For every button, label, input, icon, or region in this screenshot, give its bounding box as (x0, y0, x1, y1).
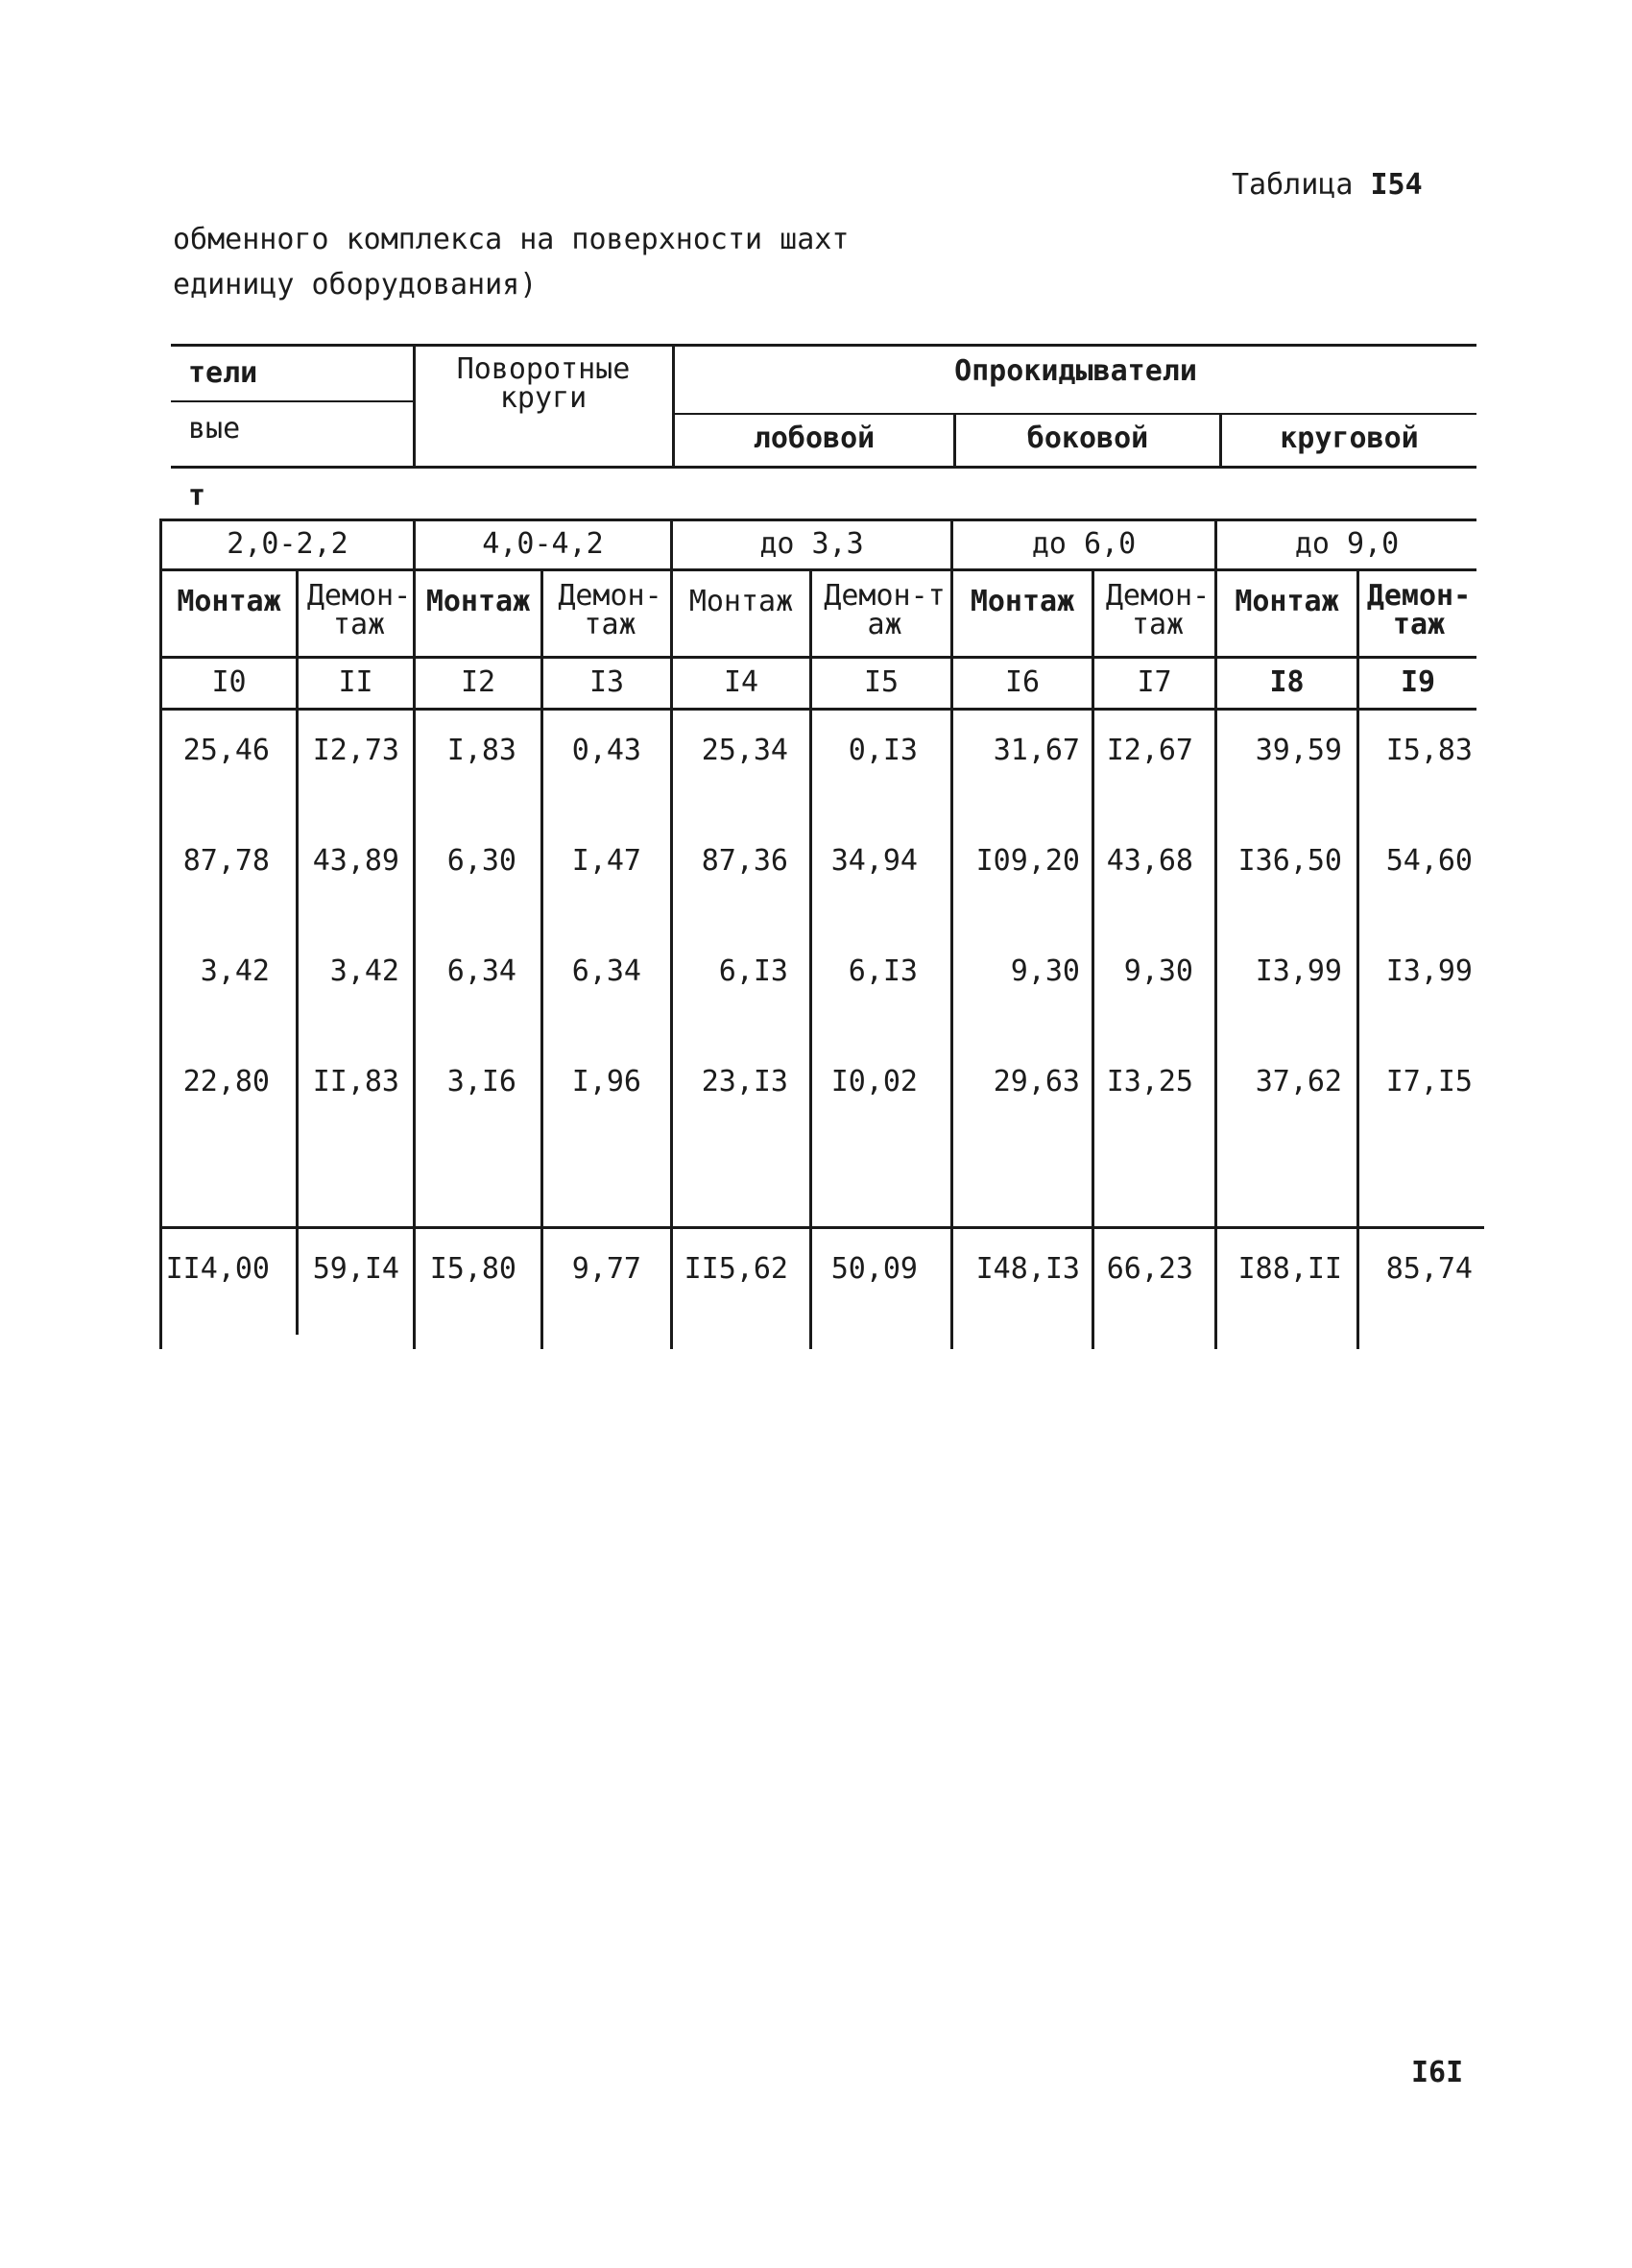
header-rotary: Поворотные круги (456, 352, 631, 415)
table-cell: 6,I3 (718, 954, 788, 988)
table-cell: 87,36 (701, 844, 788, 878)
table-cell: I7,I5 (1385, 1065, 1473, 1098)
table-cell: I5,83 (1385, 734, 1473, 767)
op-cell: Монтаж (970, 585, 1075, 618)
total-cell: 9,77 (571, 1252, 641, 1286)
table-cell: 87,78 (182, 844, 270, 878)
caption-line-2: единицу оборудования) (173, 268, 538, 302)
total-cell: II4,00 (165, 1252, 270, 1286)
col-number: I2 (460, 665, 496, 699)
table-cell: 6,30 (446, 844, 516, 878)
total-cell: I5,80 (429, 1252, 516, 1286)
op-cell: Монтаж (425, 585, 531, 618)
total-cell: 66,23 (1106, 1252, 1193, 1286)
table-cell: 43,89 (312, 844, 399, 878)
page-number: I6I (1411, 2056, 1464, 2089)
header-tippers-mid-rule (674, 413, 1476, 415)
table-cell: II,83 (312, 1065, 399, 1098)
header-col-a-top: тели (188, 356, 258, 390)
total-cell: II5,62 (684, 1252, 788, 1286)
table-cell: 3,42 (200, 954, 270, 988)
total-cell: I48,I3 (975, 1252, 1080, 1286)
table-cell: 3,42 (329, 954, 399, 988)
capacity-cell: до 3,3 (759, 527, 864, 561)
table-cell: 34,94 (830, 844, 918, 878)
capacity-bottom-rule (161, 568, 1476, 571)
col-number: II (338, 665, 373, 699)
table-cell: I09,20 (975, 844, 1080, 878)
table-cell: 3,I6 (446, 1065, 516, 1098)
table-cell: I,47 (571, 844, 641, 878)
col-number: I9 (1400, 665, 1436, 699)
caption-line-1: обменного комплекса на поверхности шахт (173, 223, 850, 256)
header-col-a-bottom: вые (188, 412, 241, 446)
table-cell: 54,60 (1385, 844, 1473, 878)
op-cell: Демон-таж (306, 579, 412, 641)
table-cell: 23,I3 (701, 1065, 788, 1098)
table-cell: 6,34 (446, 954, 516, 988)
col-number: I5 (863, 665, 900, 699)
capacity-cell: 4,0-4,2 (482, 527, 604, 561)
table-cell: 31,67 (993, 734, 1080, 767)
table-number: I54 (1370, 168, 1423, 202)
table-cell: 6,34 (571, 954, 641, 988)
table-cell: 25,34 (701, 734, 788, 767)
total-cell: 85,74 (1385, 1252, 1473, 1286)
header-side: боковой (1026, 422, 1149, 455)
capacity-cell: до 6,0 (1031, 527, 1137, 561)
capacity-cell: 2,0-2,2 (227, 527, 348, 561)
total-cell: I88,II (1237, 1252, 1342, 1286)
total-cell: 50,09 (830, 1252, 918, 1286)
table-cell: I3,25 (1106, 1065, 1193, 1098)
op-cell: Монтаж (688, 585, 794, 618)
op-cell: Демон-таж (824, 579, 946, 641)
col-number: I3 (588, 665, 625, 699)
table-cell: 43,68 (1106, 844, 1193, 878)
table-cell: I0,02 (830, 1065, 918, 1098)
col-number: I6 (1004, 665, 1041, 699)
header-top-rule (171, 344, 1476, 347)
table-cell: 39,59 (1255, 734, 1342, 767)
table-cell: 37,62 (1255, 1065, 1342, 1098)
table-cell: 9,30 (1123, 954, 1193, 988)
table-cell: 9,30 (1010, 954, 1080, 988)
capacity-cell: до 9,0 (1294, 527, 1400, 561)
table-cell: I,96 (571, 1065, 641, 1098)
header-circular: круговой (1280, 422, 1419, 455)
op-cell: Монтаж (1235, 585, 1339, 618)
op-cell: Монтаж (177, 585, 281, 618)
header-unit: т (188, 479, 206, 513)
header-frontal: лобовой (753, 422, 876, 455)
table-label: Таблица I54 (1232, 168, 1423, 202)
table-cell: 0,43 (571, 734, 641, 767)
header-tippers: Опрокидыватели (954, 354, 1197, 388)
table-cell: I,83 (446, 734, 516, 767)
numbers-bottom-rule (161, 708, 1476, 711)
header-left-mid-rule (171, 400, 413, 402)
op-cell: Демон-таж (1105, 579, 1211, 641)
col-number: I7 (1137, 665, 1172, 699)
header-bottom-rule (171, 466, 1476, 469)
grid-left-border (159, 519, 162, 1349)
table-cell: 0,I3 (848, 734, 918, 767)
capacity-top-rule (161, 519, 1476, 521)
grid-divider-h (1214, 519, 1217, 1349)
ops-bottom-rule (161, 656, 1476, 659)
header-divider-1 (413, 344, 416, 468)
table-cell: I3,99 (1255, 954, 1342, 988)
grid-divider-b (413, 519, 416, 1349)
table-cell: 29,63 (993, 1065, 1080, 1098)
table-cell: I2,67 (1106, 734, 1193, 767)
table-cell: I36,50 (1237, 844, 1342, 878)
col-number: I0 (211, 665, 247, 699)
table-cell: 6,I3 (848, 954, 918, 988)
total-cell: 59,I4 (312, 1252, 399, 1286)
table-cell: I2,73 (312, 734, 399, 767)
col-number: I4 (723, 665, 759, 699)
op-cell: Демон-таж (558, 579, 662, 641)
grid-divider-f (950, 519, 953, 1349)
table-cell: 22,80 (182, 1065, 270, 1098)
grid-divider-d (670, 519, 673, 1349)
table-cell: 25,46 (182, 734, 270, 767)
col-number: I8 (1269, 665, 1305, 699)
table-cell: I3,99 (1385, 954, 1473, 988)
totals-top-rule (161, 1226, 1484, 1229)
op-cell: Демон-таж (1366, 579, 1472, 641)
